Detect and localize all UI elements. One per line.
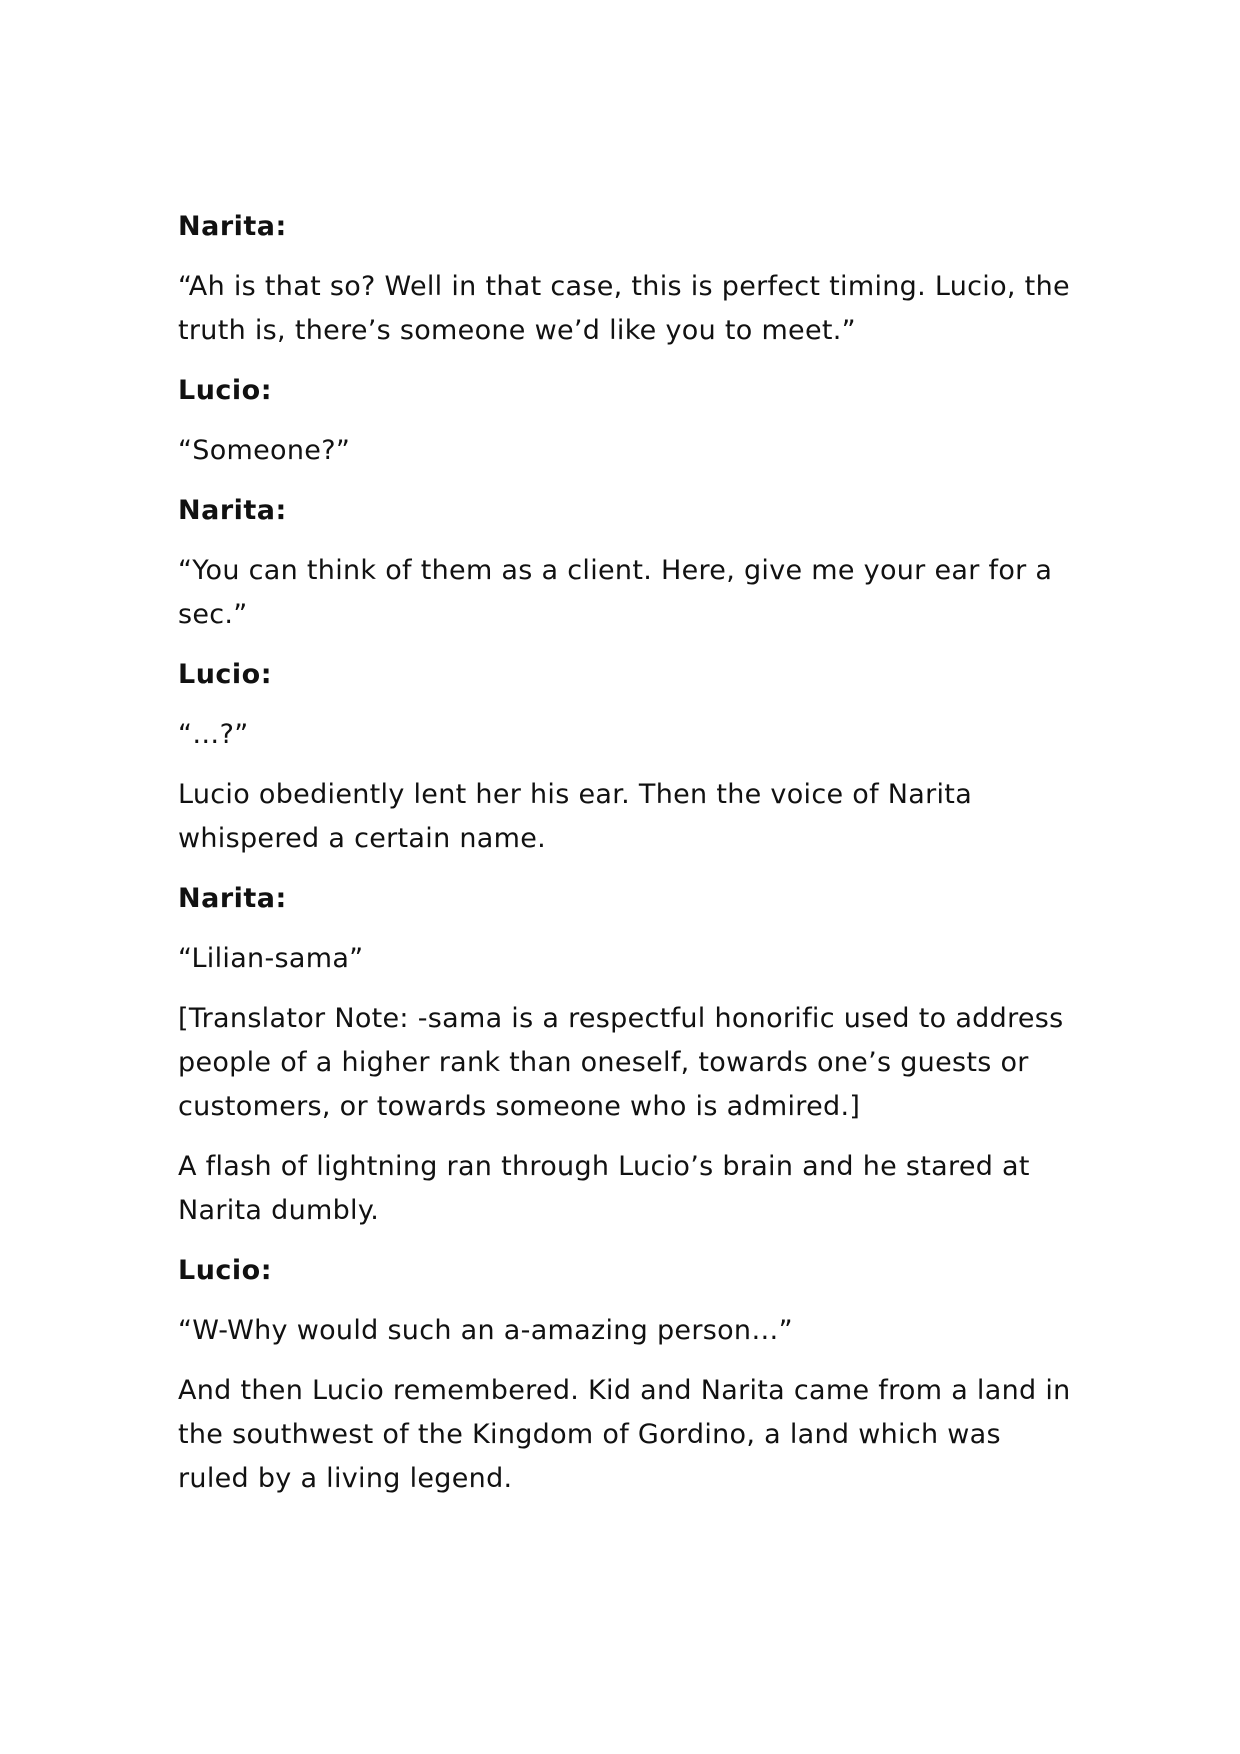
translator-note: [Translator Note: -sama is a respectful honorific used to address people of a higher rank than oneself, towards one’s guests or customers, or towards someone who is admired.] (178, 1003, 1064, 1122)
narration-paragraph: A flash of lightning ran through Lucio’s brain and he stared at Narita dumbly. (178, 1151, 1030, 1226)
narration-paragraph: Lucio obediently lent her his ear. Then the voice of Narita whispered a certain name. (178, 779, 973, 854)
speaker-label: Lucio: (178, 375, 273, 406)
dialogue-paragraph: “Ah is that so? Well in that case, this is perfect timing. Lucio, the truth is, there’s someone we’d like you to meet.” (178, 271, 1070, 346)
document-page (178, 205, 1078, 1517)
speaker-label: Lucio: (178, 1255, 273, 1286)
dialogue-paragraph: “W-Why would such an a-amazing person…” (178, 1315, 793, 1346)
speaker-label: Lucio: (178, 659, 273, 690)
dialogue-paragraph: “…?” (178, 719, 249, 750)
speaker-label: Narita: (178, 883, 287, 914)
dialogue-paragraph: “Someone?” (178, 435, 351, 466)
dialogue-paragraph: “Lilian-sama” (178, 943, 364, 974)
speaker-label: Narita: (178, 495, 287, 526)
narration-paragraph: And then Lucio remembered. Kid and Narita came from a land in the southwest of the Kingdom of Gordino, a land which was ruled by a living legend. (178, 1375, 1071, 1494)
dialogue-paragraph: “You can think of them as a client. Here, give me your ear for a sec.” (178, 555, 1053, 630)
speaker-label: Narita: (178, 211, 287, 242)
